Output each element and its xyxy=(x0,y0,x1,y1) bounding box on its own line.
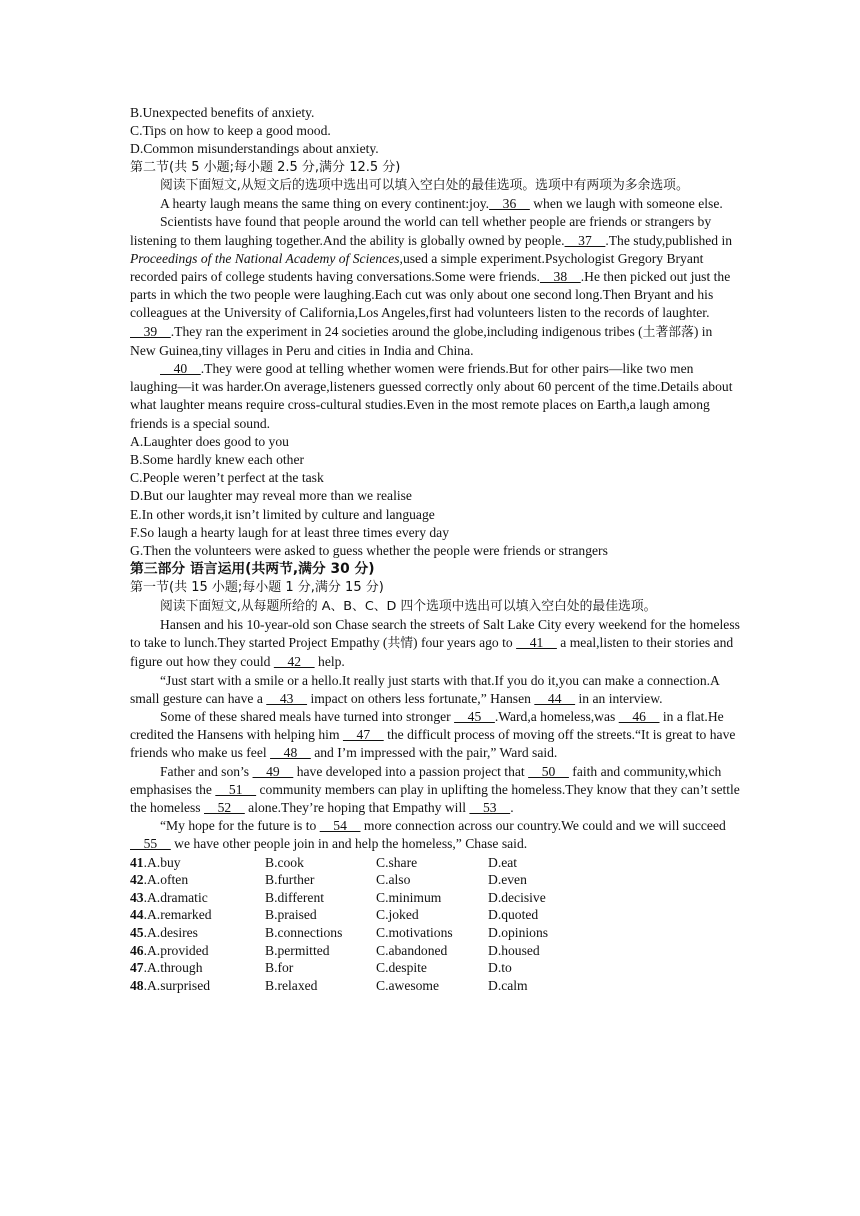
question-row: 44.A.remarked B.praised C.joked D.quoted xyxy=(130,907,539,923)
blank-51: 51 xyxy=(215,781,257,797)
blank-52: 52 xyxy=(204,799,245,815)
question-row: 46.A.provided B.permitted C.abandoned D.housed xyxy=(130,942,540,958)
option-c: C.People weren’t perfect at the task xyxy=(130,470,324,486)
option-f: F.So laugh a hearty laugh for at least three times every day xyxy=(130,524,450,540)
passage-paragraph: Father and son’s 49 have developed into a passion project that 50 faith and community,which emphasises the 51 community members can play in uplifting the homeless.They know that they can’t settle the homeless 52 alone.They’re hoping that Empathy will 53 . xyxy=(130,763,740,815)
section2-heading: 第二节(共 5 小题;每小题 2.5 分,满分 12.5 分) xyxy=(130,159,401,175)
blank-49: 49 xyxy=(252,763,294,779)
blank-44: 44 xyxy=(534,690,576,706)
part3-section1-heading: 第一节(共 15 小题;每小题 1 分,满分 15 分) xyxy=(130,580,384,596)
blank-39: 39 xyxy=(130,323,171,339)
document-page xyxy=(130,104,740,994)
option-a: A.Laughter does good to you xyxy=(130,433,289,449)
question-row: 47.A.through B.for C.despite D.to xyxy=(130,960,512,976)
blank-47: 47 xyxy=(342,727,384,743)
passage-paragraph: Scientists have found that people around the world can tell whether people are friends or strangers by listening to them laughing together.And the ability is globally owned by people. 37 .The study,published in Proceedings of the National Academy of Sciences,used a simple experiment.Psychologist Gregory Bryant recorded pairs of college students having conversations.Some were friends. 38 .He then picked out just the parts in which the two people were laughing.Each cut was only about one second long.Then Bryant and his colleagues at the University of California,Los Angeles,first had volunteers listen to the records of laughter. 39 .They ran the experiment in 24 societies around the globe,including indigenous tribes (土著部落) in New Guinea,tiny villages in Peru and cities in India and China. xyxy=(130,214,733,358)
blank-50: 50 xyxy=(528,763,569,779)
prev-option-c: C.Tips on how to keep a good mood. xyxy=(130,123,331,139)
blank-46: 46 xyxy=(618,708,660,724)
question-row: 48.A.surprised B.relaxed C.awesome D.calm xyxy=(130,977,528,993)
blank-45: 45 xyxy=(454,708,495,724)
blank-54: 54 xyxy=(319,818,361,834)
blank-37: 37 xyxy=(564,232,606,248)
blank-41: 41 xyxy=(516,635,557,651)
passage-paragraph: 40 .They were good at telling whether women were friends.But for other pairs—like two men laughing—it was harder.On average,listeners guessed correctly only about 60 percent of the time.Details about what laughter means require cross-cultural studies.Even in the most remote places on Earth,a laugh among friends is a special sound. xyxy=(130,361,733,431)
blank-42: 42 xyxy=(273,654,315,670)
question-row: 45.A.desires B.connections C.motivations D.opinions xyxy=(130,924,549,940)
section2-instruction: 阅读下面短文,从短文后的选项中选出可以填入空白处的最佳选项。选项中有两项为多余选项。 xyxy=(160,178,689,194)
passage-paragraph: Hansen and his 10-year-old son Chase search the streets of Salt Lake City every weekend for the homeless to take to lunch.They started Project Empathy (共情) four years ago to 41 a meal,listen to their stories and figure out how they could 42 help. xyxy=(130,616,740,670)
part3-instruction: 阅读下面短文,从每题所给的 A、B、C、D 四个选项中选出可以填入空白处的最佳选项。 xyxy=(160,598,657,614)
passage-paragraph: A hearty laugh means the same thing on every continent:joy. 36 when we laugh with someone else. xyxy=(160,196,723,212)
question-row: 41.A.buy B.cook C.share D.eat xyxy=(130,854,518,870)
option-d: D.But our laughter may reveal more than we realise xyxy=(130,488,412,504)
passage-paragraph: Some of these shared meals have turned into stronger 45 .Ward,a homeless,was 46 in a flat.He credited the Hansens with helping him 47 the difficult process of moving off the streets.“It is great to have friends who make us feel 48 and I’m impressed with the pair,” Ward said. xyxy=(130,708,736,761)
option-b: B.Some hardly knew each other xyxy=(130,452,305,468)
blank-43: 43 xyxy=(266,690,308,706)
prev-option-d: D.Common misunderstandings about anxiety. xyxy=(130,141,379,157)
question-row: 42.A.often B.further C.also D.even xyxy=(130,872,527,888)
blank-53: 53 xyxy=(469,799,511,815)
blank-38: 38 xyxy=(539,269,581,285)
passage-paragraph: “Just start with a smile or a hello.It really just starts with that.If you do it,you can make a connection.A small gesture can have a 43 impact on others less fortunate,” Hansen 44 in an interview. xyxy=(130,672,720,706)
blank-55: 55 xyxy=(130,836,171,852)
passage-paragraph: “My hope for the future is to 54 more connection across our country.We could and we will succeed 55 we have other people join in and help the homeless,” Chase said. xyxy=(130,818,726,852)
question-row: 43.A.dramatic B.different C.minimum D.decisive xyxy=(130,889,546,905)
option-e: E.In other words,it isn’t limited by culture and language xyxy=(130,506,435,522)
blank-40: 40 xyxy=(160,361,201,377)
part3-heading: 第三部分 语言运用(共两节,满分 30 分) xyxy=(130,561,375,578)
blank-48: 48 xyxy=(270,745,311,761)
blank-36: 36 xyxy=(489,196,530,212)
option-g: G.Then the volunteers were asked to guess whether the people were friends or strangers xyxy=(130,543,608,559)
journal-title: Proceedings of the National Academy of Sciences xyxy=(130,250,400,266)
prev-option-b: B.Unexpected benefits of anxiety. xyxy=(130,105,315,120)
